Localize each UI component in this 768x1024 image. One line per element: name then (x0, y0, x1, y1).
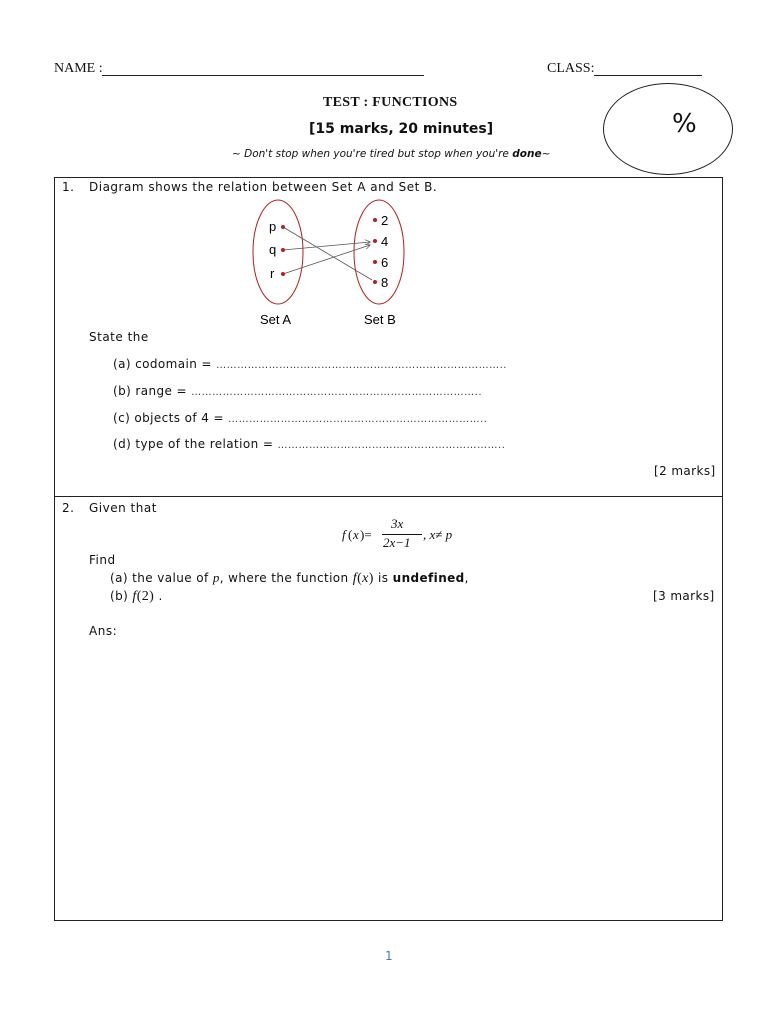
dot-q (281, 248, 285, 252)
q1-item-b-answer-dots[interactable]: ……………………………………………………………………….. (191, 387, 483, 398)
label-q: q (269, 242, 277, 257)
formula-numerator: 3x (391, 516, 404, 531)
find-label: Find (89, 553, 116, 567)
formula-f: f (342, 527, 346, 542)
q2-part-b-prefix: (b) (110, 589, 133, 603)
formula-open-paren: ( (348, 527, 353, 542)
arrow-r-4 (283, 245, 370, 274)
arrow-p-8 (283, 227, 372, 280)
answer-label: Ans: (89, 624, 118, 638)
q1-item-a-label: (a) codomain = (113, 357, 217, 371)
q2-part-b-end: . (154, 589, 163, 603)
q2-part-b-f: f (132, 589, 137, 604)
formula-denominator: 2x−1 (383, 535, 411, 550)
class-label: CLASS: (547, 61, 595, 76)
q2-part-a-open-paren: ( (357, 571, 363, 586)
set-a-ellipse (253, 200, 303, 304)
q2-part-b-arg: 2 (141, 589, 150, 604)
label-6: 6 (381, 255, 389, 270)
test-title: TEST : FUNCTIONS (323, 95, 458, 110)
question-1-prompt: Diagram shows the relation between Set A and Set B. (89, 180, 438, 194)
q2-part-a-close-paren: ) (368, 571, 374, 586)
test-marks-time: [15 marks, 20 minutes] (309, 121, 494, 137)
state-the-label: State the (89, 330, 149, 344)
set-b-ellipse (354, 200, 404, 304)
q2-part-a-end: , (464, 571, 469, 585)
q2-part-a-is: is (373, 571, 393, 585)
motivational-quote (232, 148, 550, 160)
label-r: r (270, 266, 275, 281)
percent-symbol: % (672, 109, 697, 139)
name-label: NAME : (54, 61, 103, 76)
label-8: 8 (381, 275, 389, 290)
q2-part-a-prefix: (a) the value of (110, 571, 213, 585)
q2-part-a-bold: undefined (392, 571, 465, 585)
q1-item-b-label: (b) range = (113, 384, 192, 398)
label-p: p (269, 219, 277, 234)
dot-p (281, 225, 285, 229)
q1-marks: [2 marks] (654, 464, 716, 478)
page-number: 1 (385, 949, 393, 963)
dot-r (281, 272, 285, 276)
label-4: 4 (381, 234, 389, 249)
q1-item-d-answer-dots[interactable]: ……………………………………………………….. (277, 440, 506, 451)
q2-part-b-open-paren: ( (136, 589, 142, 604)
arrow-q-4 (283, 242, 370, 250)
set-a-label: Set A (260, 312, 292, 327)
score-circle (603, 83, 733, 175)
q2-part-a-var: p (212, 570, 220, 585)
q1-item-c-answer-dots[interactable]: ……………………………………………………………….. (228, 414, 488, 425)
q1-item-d (113, 437, 505, 451)
q2-part-b (110, 589, 163, 605)
class-field-line[interactable] (594, 75, 702, 76)
dot-4 (373, 239, 377, 243)
dot-8 (373, 280, 377, 284)
answer-area[interactable] (89, 644, 709, 912)
given-that-label: Given that (89, 501, 157, 515)
q1-item-c-label: (c) objects of 4 = (113, 411, 229, 425)
q1-item-d-label: (d) type of the relation = (113, 437, 278, 451)
formula-close-paren-eq: )= (360, 527, 372, 542)
quote-suffix: ~ (541, 148, 551, 160)
q2-part-a-mid: , where the function (219, 571, 353, 585)
q1-item-a-answer-dots[interactable]: ……………………………………………………………………….. (216, 360, 507, 371)
label-2: 2 (381, 213, 389, 228)
dot-2 (373, 218, 377, 222)
q2-part-a (110, 570, 469, 587)
q1-item-c (113, 411, 487, 425)
q2-part-a-fx: f (352, 571, 358, 586)
q2-marks: [3 marks] (653, 589, 715, 603)
formula-condition: , x≠ p (423, 527, 453, 542)
dot-6 (373, 260, 377, 264)
question-2-number: 2. (62, 501, 75, 515)
name-field-line[interactable] (102, 75, 424, 76)
formula-x: x (353, 527, 359, 542)
question-1-number: 1. (62, 180, 75, 194)
q2-part-b-close-paren: ) (149, 589, 155, 604)
quote-prefix: ~ Don't stop when you're tired but stop when you're (232, 148, 513, 160)
q2-part-a-fx-arg: x (362, 571, 369, 586)
arrow-diagram (240, 198, 430, 330)
quote-bold: done (512, 148, 542, 160)
q1-item-b (113, 384, 482, 398)
set-b-label: Set B (364, 312, 396, 327)
q1-item-a (113, 357, 507, 371)
